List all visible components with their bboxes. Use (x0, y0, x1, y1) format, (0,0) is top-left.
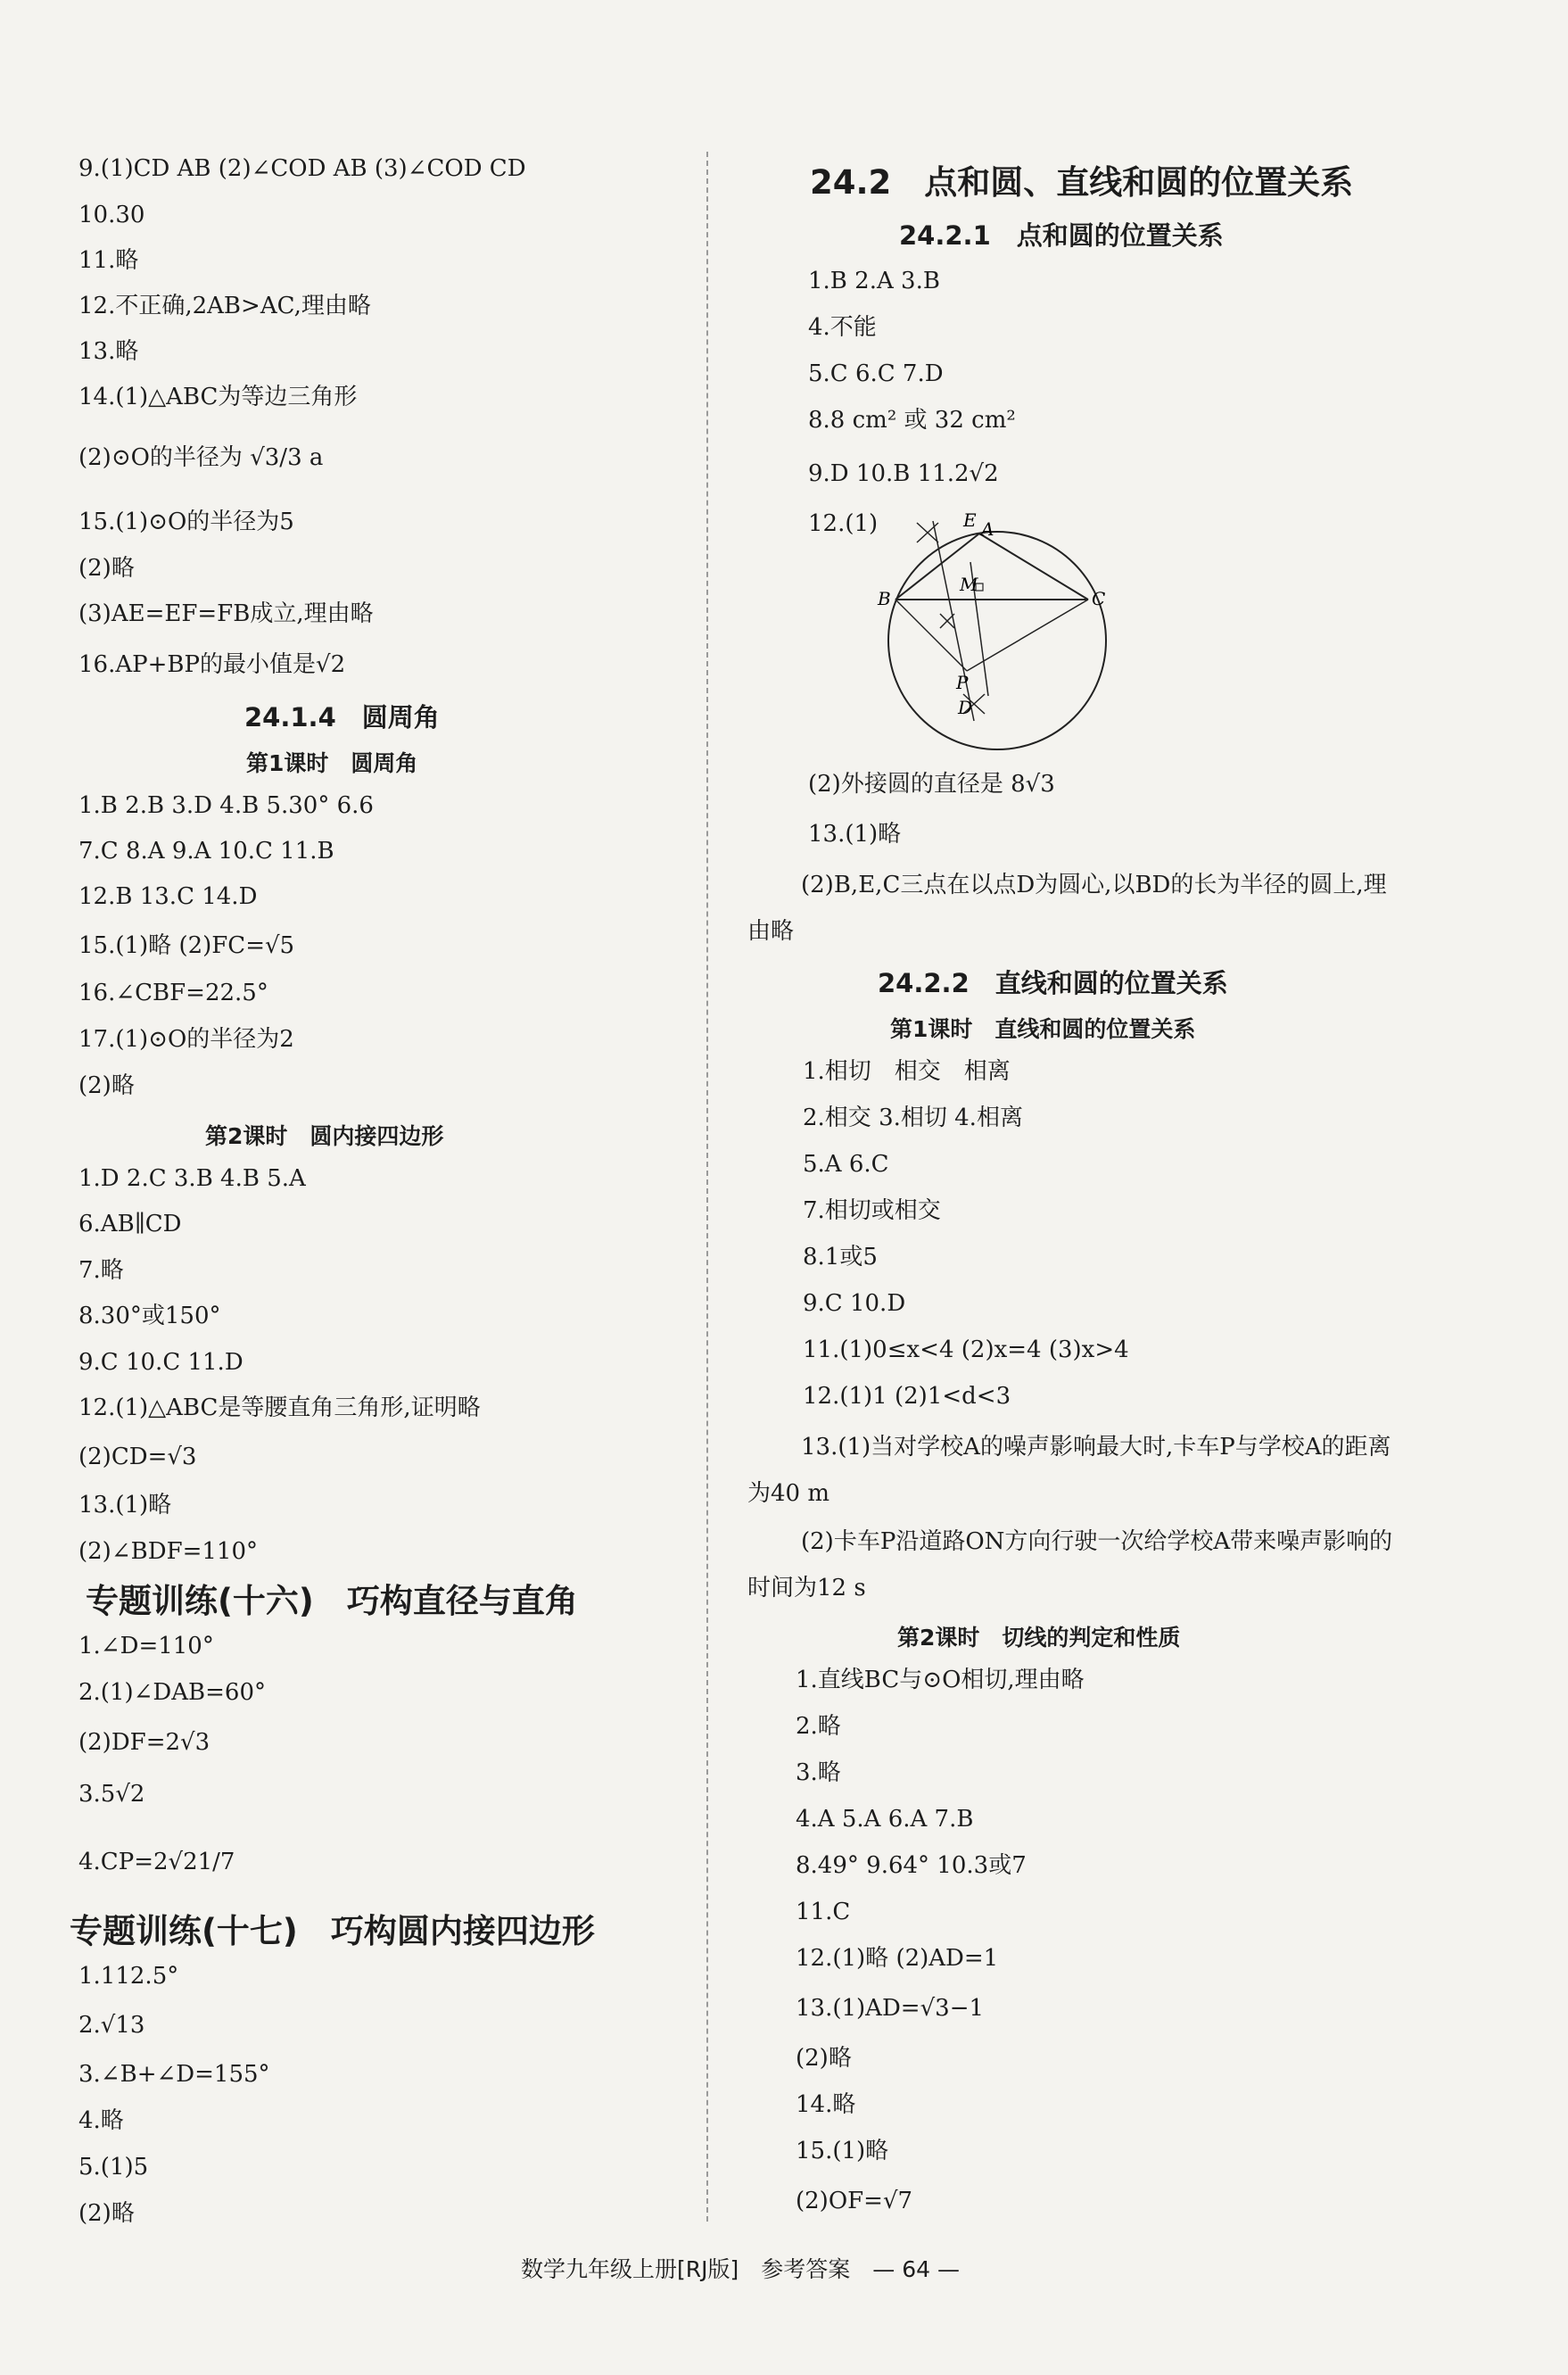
lesson-heading-right-1: 第1课时 直线和圆的位置关系 (890, 1016, 1196, 1042)
answer-13-1-paragraph: 13.(1)当对学校A的噪声影响最大时,卡车P与学校A的距离为40 m (747, 1434, 1391, 1507)
answer-line: 12.(1) (808, 510, 879, 537)
answer-line: 9.(1)CD AB (2)∠COD AB (3)∠COD CD (78, 155, 526, 182)
answer-line: 12.(1)1 (2)1<d<3 (803, 1383, 1011, 1410)
answer-line: 4.略 (78, 2107, 124, 2134)
answer-line: 11.略 (78, 247, 139, 274)
answer-line: (3)AE=EF=FB成立,理由略 (78, 600, 374, 627)
column-divider (706, 152, 708, 2222)
answer-line: 5.A 6.C (803, 1151, 889, 1178)
answer-line: (2)略 (796, 2045, 852, 2072)
answer-line: 16.AP+BP的最小值是√2 (78, 651, 346, 678)
answer-line: 2.略 (796, 1713, 841, 1740)
answer-13-2-paragraph: (2)B,E,C三点在以点D为圆心,以BD的长为半径的圆上,理由略 (747, 872, 1387, 945)
geometry-figure (878, 507, 1113, 757)
answer-line: 2.√13 (78, 2012, 145, 2039)
answer-line: 7.相切或相交 (803, 1197, 941, 1224)
section-heading-24-2-2: 24.2.2 直线和圆的位置关系 (878, 968, 1228, 998)
figure-label-e: E (963, 509, 977, 531)
lesson-heading-1: 第1课时 圆周角 (246, 750, 418, 776)
figure-line-ac (979, 534, 1088, 600)
answer-line: 14.略 (796, 2091, 856, 2118)
answer-line: 1.B 2.A 3.B (808, 268, 940, 294)
answer-line: 7.C 8.A 9.A 10.C 11.B (78, 838, 334, 865)
figure-label-m: M (960, 574, 978, 595)
answer-line: 2.相交 3.相切 4.相离 (803, 1105, 1023, 1131)
answer-line: 13.(1)略 (808, 821, 902, 848)
answer-line: (2)外接圆的直径是 8√3 (808, 771, 1055, 798)
answer-line: 15.(1)⊙O的半径为5 (78, 509, 294, 535)
section-heading-24-2: 24.2 点和圆、直线和圆的位置关系 (810, 163, 1354, 202)
answer-line: (2)略 (78, 2200, 135, 2227)
lesson-heading-2: 第2课时 圆内接四边形 (205, 1123, 444, 1149)
answer-line: 11.(1)0≤x<4 (2)x=4 (3)x>4 (803, 1336, 1129, 1363)
answer-line: 9.C 10.D (803, 1290, 906, 1317)
answer-line: 8.30°或150° (78, 1303, 221, 1329)
answer-line: (2)略 (78, 1072, 135, 1099)
answer-line: 1.相切 相交 相离 (803, 1058, 1011, 1085)
topic-heading-17: 专题训练(十七) 巧构圆内接四边形 (70, 1912, 595, 1950)
answer-line: 12.(1)略 (2)AD=1 (796, 1945, 999, 1972)
answer-line: 8.1或5 (803, 1244, 878, 1270)
figure-label-b: B (878, 588, 891, 609)
figure-label-a: A (981, 518, 994, 540)
answer-line: 13.(1)AD=√3−1 (796, 1995, 985, 2022)
answer-line: 6.AB∥CD (78, 1211, 182, 1237)
answer-line: 17.(1)⊙O的半径为2 (78, 1026, 294, 1053)
answer-line: 3.∠B+∠D=155° (78, 2061, 270, 2088)
answer-line: 13.略 (78, 338, 139, 365)
answer-line: 15.(1)略 (796, 2138, 889, 2164)
figure-label-p: P (956, 672, 969, 693)
answer-line: 12.不正确,2AB>AC,理由略 (78, 293, 371, 319)
answer-line: 1.B 2.B 3.D 4.B 5.30° 6.6 (78, 792, 374, 819)
answer-line: 5.C 6.C 7.D (808, 360, 944, 387)
answer-line: 9.C 10.C 11.D (78, 1349, 243, 1376)
answer-line: (2)⊙O的半径为 √3/3 a (78, 444, 324, 471)
answer-line: 10.30 (78, 202, 145, 228)
answer-line: 1.112.5° (78, 1963, 179, 1990)
figure-circle (888, 532, 1106, 749)
answer-line: (2)OF=√7 (796, 2188, 913, 2214)
answer-line: 2.(1)∠DAB=60° (78, 1679, 267, 1706)
answer-line: 4.不能 (808, 314, 877, 341)
figure-arc-mark-3 (940, 614, 954, 628)
answer-line: 1.直线BC与⊙O相切,理由略 (796, 1667, 1085, 1693)
figure-line-cp (967, 600, 1088, 671)
answer-13-2b-paragraph: (2)卡车P沿道路ON方向行驶一次给学校A带来噪声影响的时间为12 s (747, 1528, 1393, 1601)
answer-line: 11.C (796, 1899, 851, 1925)
answer-line: (2)∠BDF=110° (78, 1538, 259, 1565)
answer-line: 3.略 (796, 1759, 841, 1786)
answer-line: 13.(1)略 (78, 1492, 172, 1519)
page-footer: 数学九年级上册[RJ版] 参考答案 — 64 — (521, 2256, 960, 2282)
section-heading-24-2-1: 24.2.1 点和圆的位置关系 (899, 220, 1224, 251)
answer-line: (2)CD=√3 (78, 1444, 197, 1470)
answer-line: (2)DF=2√3 (78, 1729, 210, 1756)
answer-line: 12.(1)△ABC是等腰直角三角形,证明略 (78, 1394, 481, 1421)
answer-line: 4.CP=2√21/7 (78, 1849, 235, 1875)
section-heading-24-1-4: 24.1.4 圆周角 (244, 702, 440, 732)
answer-line: 7.略 (78, 1257, 124, 1284)
answer-line: 15.(1)略 (2)FC=√5 (78, 932, 295, 959)
lesson-heading-right-2: 第2课时 切线的判定和性质 (897, 1625, 1181, 1651)
answer-line: 12.B 13.C 14.D (78, 883, 258, 910)
answer-line: 3.5√2 (78, 1781, 145, 1808)
answer-line: 8.49° 9.64° 10.3或7 (796, 1852, 1027, 1879)
answer-line: 14.(1)△ABC为等边三角形 (78, 384, 358, 410)
figure-label-d: D (958, 697, 973, 718)
answer-line: 8.8 cm² 或 32 cm² (808, 407, 1016, 434)
answer-line: 16.∠CBF=22.5° (78, 980, 268, 1006)
answer-line: 5.(1)5 (78, 2154, 149, 2181)
topic-heading-16: 专题训练(十六) 巧构直径与直角 (86, 1582, 578, 1620)
answer-line: 1.D 2.C 3.B 4.B 5.A (78, 1165, 306, 1192)
answer-line: (2)略 (78, 555, 135, 582)
answer-line: 1.∠D=110° (78, 1633, 214, 1659)
figure-label-c: C (1092, 588, 1106, 609)
answer-line: 4.A 5.A 6.A 7.B (796, 1806, 974, 1833)
answer-line: 9.D 10.B 11.2√2 (808, 460, 999, 487)
